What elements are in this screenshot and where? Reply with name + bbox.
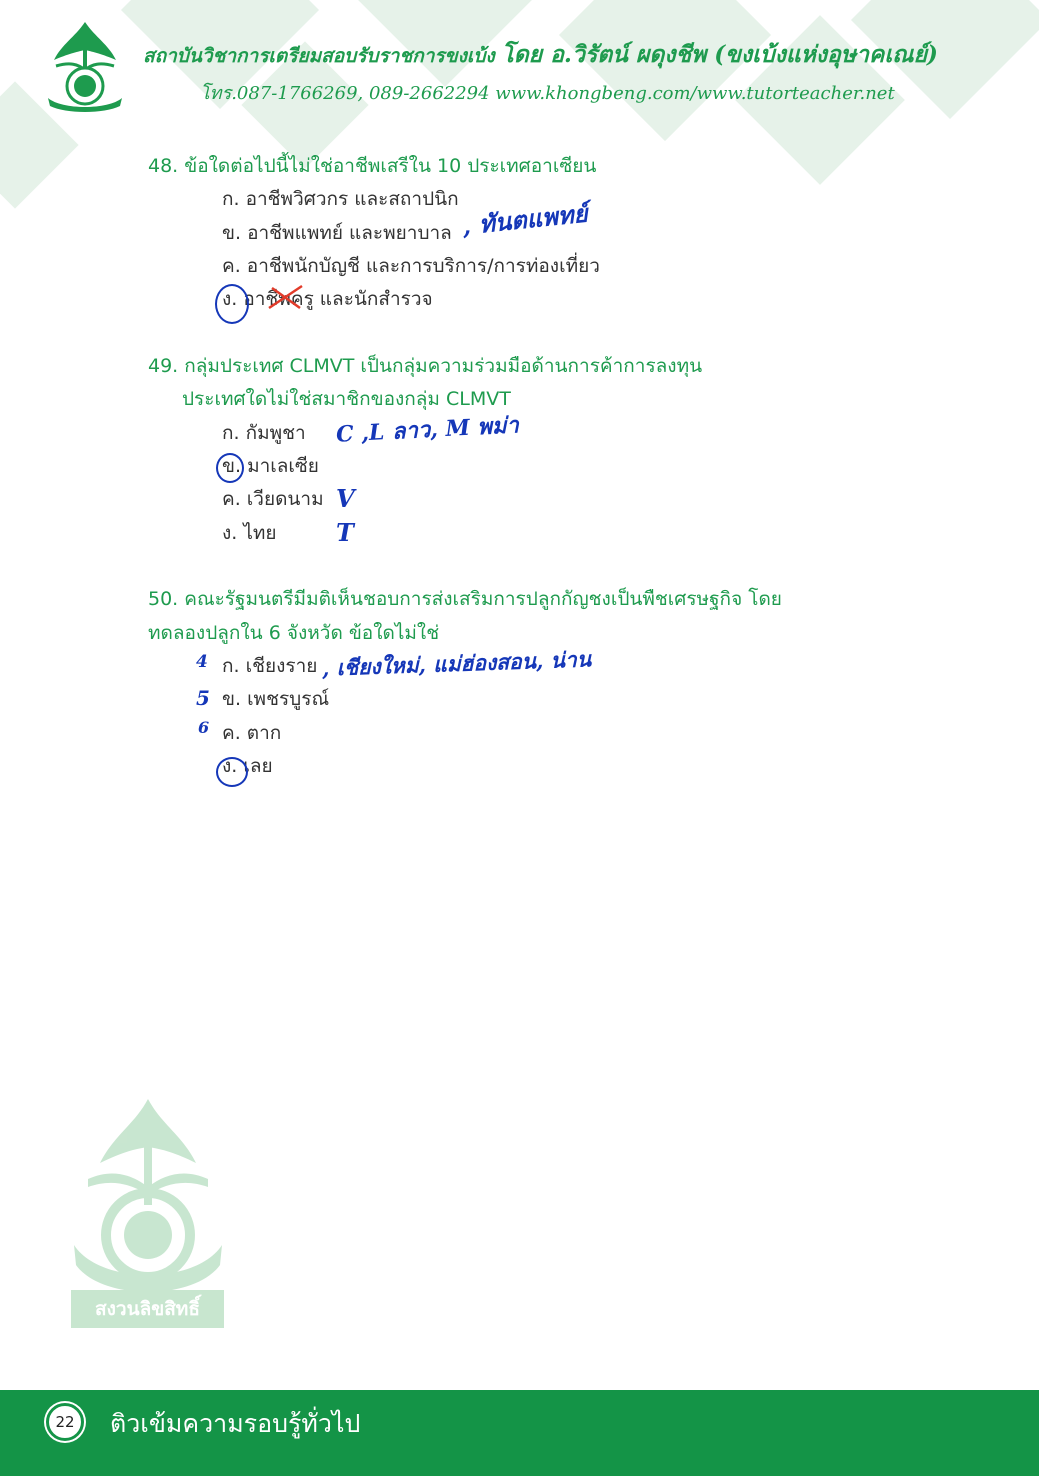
- question-50-text-line2: ทดลองปลูกใน 6 จังหวัด ข้อใดไม่ใช่: [148, 622, 440, 644]
- institute-logo: [44, 20, 126, 114]
- question-50-option-d: ง. เลย: [222, 755, 273, 777]
- question-50-handwritten-note: , เชียงใหม่, แม่ฮ่องสอน, น่าน: [321, 646, 592, 681]
- header-contact: โทร.087-1766269, 089-2662294 www.khongbeng.com/www.tutorteacher.net: [200, 83, 895, 104]
- question-49-option-a: ก. กัมพูชา: [222, 422, 306, 444]
- question-49-handwritten-note: C ,L ลาว, M พม่า: [335, 412, 520, 448]
- strike-mark-icon: [266, 282, 306, 312]
- question-50-option-b: ข. เพชรบูรณ์: [222, 688, 330, 710]
- question-50-answer-circle: [216, 757, 248, 787]
- page-number: 22: [46, 1403, 84, 1441]
- question-48-text: 48. ข้อใดต่อไปนี้ไม่ใช่อาชีพเสรีใน 10 ประเทศอาเซียน: [148, 155, 597, 177]
- question-49-text-line2: ประเทศใดไม่ใช่สมาชิกของกลุ่ม CLMVT: [182, 388, 511, 410]
- question-49-option-b: ข. มาเลเซีย: [222, 455, 319, 477]
- question-49-option-d: ง. ไทย: [222, 522, 277, 544]
- question-48-option-d: ง. อาชีพครู และนักสำรวจ: [222, 288, 433, 310]
- question-49-handwritten-t: T: [336, 518, 354, 547]
- institute-name: สถาบันวิชาการเตรียมสอบรับราชการขงเบ้ง: [143, 45, 495, 67]
- question-50-handwritten-6: 6: [198, 718, 210, 737]
- header-title: [143, 37, 1023, 73]
- question-50-option-a: ก. เชียงราย: [222, 655, 318, 677]
- question-48-answer-circle: [215, 284, 249, 324]
- question-49-text-line1: 49. กลุ่มประเทศ CLMVT เป็นกลุ่มความร่วมมือด้านการค้าการลงทุน: [148, 355, 703, 377]
- question-50-option-c: ค. ตาก: [222, 722, 282, 744]
- question-50-text-line1: 50. คณะรัฐมนตรีมีมติเห็นชอบการส่งเสริมการปลูกกัญชงเป็นพืชเศรษฐกิจ โดย: [148, 588, 782, 610]
- question-50-handwritten-4: 4: [196, 652, 208, 672]
- question-49-handwritten-v: V: [336, 484, 355, 513]
- question-48-handwritten-note: , ทันตแพทย์: [460, 198, 589, 241]
- question-48-option-b: ข. อาชีพแพทย์ และพยาบาล: [222, 222, 452, 244]
- question-49-answer-circle: [216, 453, 244, 483]
- question-49-option-c: ค. เวียดนาม: [222, 488, 324, 510]
- page-header: [0, 0, 1039, 130]
- question-48-option-a: ก. อาชีพวิศวกร และสถาปนิก: [222, 188, 459, 210]
- question-50-handwritten-5: 5: [196, 686, 210, 710]
- footer-title: ติวเข้มความรอบรู้ทั่วไป: [110, 1409, 361, 1438]
- question-48-option-c: ค. อาชีพนักบัญชี และการบริการ/การท่องเที่ยว: [222, 255, 600, 277]
- page-footer: [0, 1390, 1039, 1476]
- copyright-label: สงวนลิขสิทธิ์: [71, 1290, 224, 1328]
- instructor-name: โดย อ.วิรัตน์ ผดุงชีพ (ขงเบ้งแห่งอุษาคเณย์): [501, 41, 938, 68]
